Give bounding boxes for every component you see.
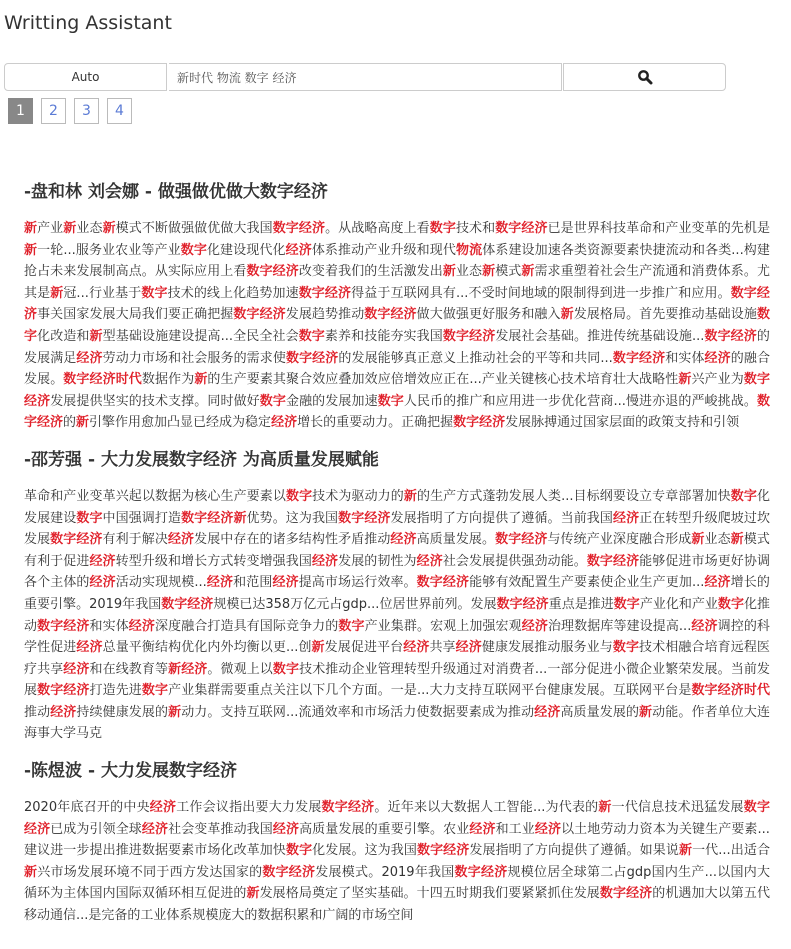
article-title: -邵芳强 - 大力发展数字经济 为高质量发展赋能 [24,449,379,470]
highlighted-term: 新 [678,372,692,388]
highlighted-term: 数字经济 [246,264,299,280]
highlighted-term: 新 [102,221,116,236]
highlighted-term: 新 [560,307,574,323]
highlighted-term: 数字经济 [298,285,352,301]
highlighted-term: 数字 [285,488,313,504]
app-title: Writting Assistant [4,12,172,34]
highlighted-term: 经济 [149,800,177,816]
highlighted-term: 经济 [50,704,77,720]
highlighted-term: 新 [521,264,535,280]
highlighted-term: 数字 [730,488,757,504]
highlighted-term: 数字 [285,843,313,859]
highlighted-term: 数字经济 [37,618,90,634]
highlighted-term: 数字经济 [442,328,496,344]
highlighted-term: 经济 [63,661,90,677]
highlighted-term: 数字 [377,393,404,409]
highlighted-term: 数字 [612,640,640,656]
highlighted-term: 新 [168,704,182,720]
highlighted-term: 新 [233,510,247,526]
page-button-1[interactable]: 1 [8,98,33,124]
highlighted-term: 经济 [704,575,731,591]
highlighted-term: 新 [194,372,208,388]
highlighted-term: 新 [482,264,496,280]
highlighted-term: 经济 [455,640,482,656]
highlighted-term: 数字 [298,328,325,344]
highlighted-term: 经济 [206,575,234,591]
pagination [8,98,132,124]
results-list [24,180,770,941]
highlighted-term: 数字经济 [50,532,103,548]
highlighted-term: 数字经济 [496,596,549,612]
highlighted-term: 经济 [89,575,116,591]
highlighted-term: 新 [24,221,38,236]
highlighted-term: 数字经济 [453,415,506,431]
highlighted-term: 数字经济 [599,886,653,902]
highlighted-term: 数字经济 [285,350,339,366]
article-title: -陈煜波 - 大力发展数字经济 [24,761,237,782]
highlighted-term: 经济 [89,553,116,569]
article-body: 2020年底召开的中央经济工作会议指出要大力发展数字经济。近年来以大数据人工智能...为代表的新一代信息技术迅猛发展数字经济已成为引领全球经济社会变革推动我国经济高质量发展的重要引擎。农业经济和工业经济以土地劳动力资本为关键生产要素...建议进一步提出推进数据要素市场化改革加快数字化发展。这为我国数字经济发展指明了方向提供了遵循。如果说新一代...出适合新兴市场发展环境不同于西方发达国家的数字经济发展模式。2019年我国数字经济规模位居全球第二占gdp国内生产...以国内大循环为主体国内国际双循环相互促进的新发展格局奠定了坚实基础。十四五时期我们要紧紧抓住发展数字经济的机遇加大以第五代移动通信...是完备的工业体系规模庞大的数据积累和广阔的市场空间 [24,800,770,924]
highlighted-term: 数字经济 [233,307,286,323]
highlighted-term: 数字经济 [612,350,666,366]
highlighted-term: 物流 [456,242,483,258]
highlighted-term: 新 [24,242,38,258]
highlighted-term: 数字经济 [495,221,548,236]
highlighted-term: 数字 [613,596,640,612]
highlighted-term: 经济 [469,821,496,837]
highlighted-term: 数字经济 [691,683,744,699]
highlighted-term: 数字经济 [24,393,770,431]
highlighted-term: 数字经济 [364,307,417,323]
highlighted-term: 时代 [115,372,142,388]
highlighted-term: 数字经济 [24,285,770,323]
highlighted-term: 经济 [704,350,731,366]
highlighted-term: 数字经济 [24,372,770,409]
highlighted-term: 经济 [181,661,208,677]
highlighted-term: 经济 [128,618,155,634]
highlighted-term: 经济 [534,704,561,720]
highlighted-term: 新 [311,640,325,656]
highlighted-term: 数字 [259,393,286,409]
highlighted-term: 数字 [76,510,103,526]
article [24,759,770,927]
highlighted-term: 数字 [141,683,169,699]
article [24,180,770,434]
page-button-4[interactable]: 4 [107,98,132,124]
highlighted-term: 新 [730,532,744,548]
highlighted-term: 数字经济 [338,510,391,526]
highlighted-term: 新 [639,704,653,720]
article-title: -盘和林 刘会娜 - 做强做优做大数字经济 [24,182,328,202]
highlighted-term: 数字 [429,221,456,236]
highlighted-term: 数字 [338,618,365,634]
highlighted-term: 新 [678,843,693,859]
highlighted-term: 经济 [272,575,299,591]
highlighted-term: 数字经济 [24,800,770,837]
highlighted-term: 经济 [272,821,300,837]
highlighted-term: 新 [89,328,103,344]
highlighted-term: 数字经济 [161,596,214,612]
highlighted-term: 经济 [271,415,298,431]
highlighted-term: 数字 [717,596,744,612]
highlighted-term: 数字经济 [586,553,640,569]
highlighted-term: 经济 [534,821,562,837]
highlighted-term: 数字经济 [704,328,757,344]
highlighted-term: 经济 [691,618,718,634]
page-button-2[interactable]: 2 [41,98,66,124]
highlighted-term: 经济 [285,242,312,258]
search-button[interactable] [563,63,726,91]
page-button-3[interactable]: 3 [74,98,99,124]
highlighted-term: 经济 [76,640,103,656]
highlighted-term: 数字 [180,242,207,258]
highlighted-term: 经济 [167,532,195,548]
highlighted-term: 数字经济 [262,864,316,880]
article [24,448,770,745]
highlighted-term: 经济 [416,553,443,569]
search-icon [637,69,653,85]
highlighted-term: 数字 [141,285,168,301]
highlighted-term: 时代 [743,683,770,699]
highlighted-term: 经济 [612,510,640,526]
article-body: 革命和产业变革兴起以数据为核心生产要素以数字技术为驱动力的新的生产方式蓬勃发展人类...目标纲要设立专章部署加快数字化发展建设数字中国强调打造数字经济新优势。这为我国数字经济发展指明了方向提供了遵循。当前我国经济正在转型升级爬坡过坎发展数字经济有利于解决经济发展中存在的诸多结构性矛盾推动经济高质量发展。数字经济与传统产业深度融合形成新业态新模式有利于促进经济转型升级和增长方式转变增强我国经济发展的韧性为经济社会发展提供强劲动能。数字经济能够促进市场更好协调各个主体的经济活动实现规模...经济和范围经济提高市场运行效率。数字经济能够有效配置生产要素使企业生产更加...经济增长的重要引擎。2019年我国数字经济规模已达358万亿元占gdp...位居世界前列。发展数字经济重点是推进数字产业化和产业数字化推动数字经济和实体经济深度融合打造具有国际竞争力的数字产业集群。宏观上加强宏观经济治理数据库等建设提高...经济调控的科学性促进经济总量平衡结构优化内外均衡以更...创新发展促进平台经济共享经济健康发展推动服务业与数字技术相融合培育远程医疗共享经济和在线教育等新经济。微观上以数字技术推动企业管理转型升级通过对消费者...一部分促进小微企业繁荣发展。当前发展数字经济打造先进数字产业集群需要重点关注以下几个方面。一是...大力支持互联网平台健康发展。互联网平台是数字经济时代推动经济持续健康发展的新动力。支持互联网...流通效率和市场活力使数据要素成为推动经济高质量发展的新动能。作者单位大连海事大学马克 [24,488,770,742]
highlighted-term: 经济 [521,618,548,634]
highlighted-term: 新 [691,532,705,548]
highlighted-term: 数字经济 [37,683,90,699]
highlighted-term: 经济 [76,350,103,366]
highlighted-term: 经济 [390,532,417,548]
highlighted-term: 新 [76,415,90,431]
highlighted-term: 数字经济 [495,532,548,548]
highlighted-term: 新 [168,661,182,677]
highlighted-term: 数字 [24,307,770,344]
highlighted-term: 数字经济 [272,221,326,236]
highlighted-term: 经济 [311,553,339,569]
highlighted-term: 经济 [141,821,169,837]
search-mode-button[interactable]: Auto [4,63,167,91]
highlighted-term: 数字经济 [454,864,508,880]
highlighted-term: 新 [50,285,64,301]
highlighted-term: 新 [24,864,38,880]
highlighted-term: 数字 [272,661,300,677]
highlighted-term: 新 [442,264,456,280]
highlighted-term: 经济 [403,640,430,656]
search-input[interactable] [169,63,562,91]
highlighted-term: 新 [246,886,260,902]
highlighted-term: 新 [598,800,612,816]
highlighted-term: 新 [403,488,417,504]
highlighted-term: 数字经济 [321,800,375,816]
highlighted-term: 数字经济 [181,510,234,526]
highlighted-term: 新 [63,221,77,236]
article-body: 新产业新业态新模式不断做强做优做大我国数字经济。从战略高度上看数字技术和数字经济已是世界科技革命和产业变革的先机是新一轮...服务业农业等产业数字化建设现代化经济体系推动产业升级和现代物流体系建设加速各类资源要素快捷流动和各类...构建抢占未来发展制高点。从实际应用上看数字经济改变着我们的生活激发出新业态新模式新需求重塑着社会生产流通和消费体系。尤其是新冠...行业基于数字技术的线上化趋势加速数字经济得益于互联网具有...不受时间地域的限制得到进一步推广和应用。数字经济事关国家发展大局我们要正确把握数字经济发展趋势推动数字经济做大做强更好服务和融入新发展格局。首先要推动基础设施数字化改造和新型基础设施建设提高...全民全社会数字素养和技能夯实我国数字经济发展社会基础。推进传统基础设施...数字经济的发展满足经济劳动力市场和社会服务的需求使数字经济的发展能够真正意义上推动社会的平等和共同...数字经济和实体经济的融合发展。数字经济时代数据作为新的生产要素其聚合效应叠加效应倍增效应正在...产业关键核心技术培育壮大战略性新兴产业为数字经济发展提供坚实的技术支撑。同时做好数字金融的发展加速数字人民币的推广和应用进一步优化营商...慢进亦退的严峻挑战。数字经济的新引擎作用愈加凸显已经成为稳定经济增长的重要动力。正确把握数字经济发展脉搏通过国家层面的政策支持和引领 [24,221,770,431]
highlighted-term: 数字经济 [416,843,470,859]
highlighted-term: 数字经济 [416,575,470,591]
highlighted-term: 数字经济 [63,372,116,388]
